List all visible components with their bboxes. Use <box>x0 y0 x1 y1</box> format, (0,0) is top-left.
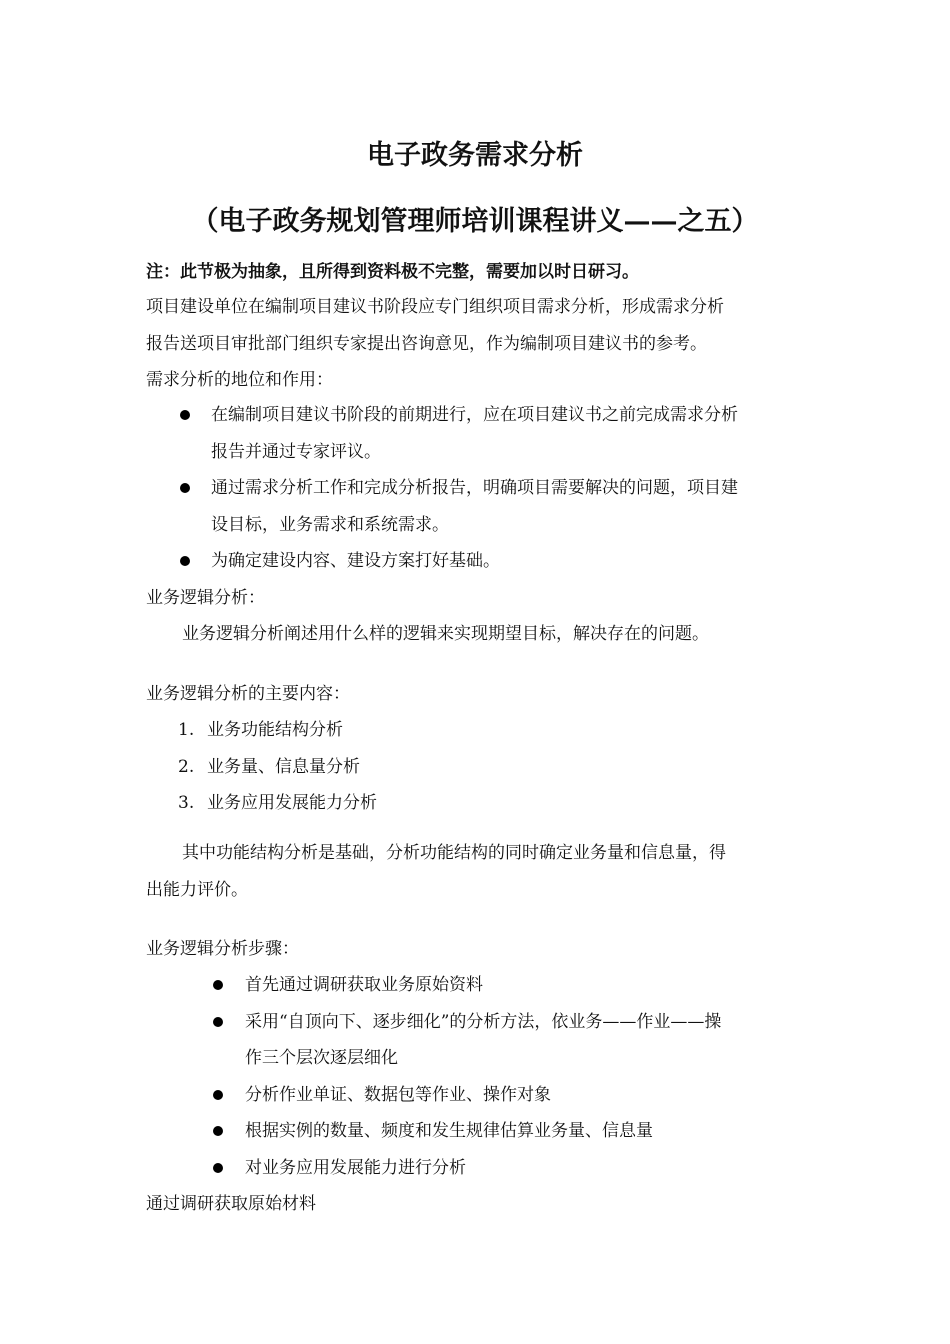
content-summary-line-2: 出能力评价。 <box>146 880 248 900</box>
role-item-3-line-1: 为确定建设内容、建设方案打好基础。 <box>211 551 500 571</box>
role-heading: 需求分析的地位和作用： <box>146 370 333 390</box>
step-item-2-line-1: 采用“自顶向下、逐步细化”的分析方法，依业务——作业——操 <box>245 1012 722 1032</box>
step-item-4-line-1: 根据实例的数量、频度和发生规律估算业务量、信息量 <box>245 1121 653 1141</box>
content-item-2-text: 业务量、信息量分析 <box>207 757 360 777</box>
content-heading: 业务逻辑分析的主要内容： <box>146 684 350 704</box>
bullet-icon <box>180 410 190 420</box>
step-item-3-line-1: 分析作业单证、数据包等作业、操作对象 <box>245 1085 551 1105</box>
step-item-5-line-1: 对业务应用发展能力进行分析 <box>245 1158 466 1178</box>
bullet-icon <box>213 1017 223 1027</box>
page-title: 电子政务需求分析 <box>367 140 583 171</box>
bullet-icon <box>213 1163 223 1173</box>
role-item-1-line-2: 报告并通过专家评议。 <box>211 442 381 462</box>
note-text: 注：此节极为抽象，且所得到资料极不完整，需要加以时日研习。 <box>146 262 639 282</box>
content-item-1-number: 1. <box>178 720 195 740</box>
step-item-2-line-2: 作三个层次逐层细化 <box>245 1048 398 1068</box>
intro-line-2: 报告送项目审批部门组织专家提出咨询意见，作为编制项目建议书的参考。 <box>146 334 707 354</box>
bullet-icon <box>180 556 190 566</box>
bullet-icon <box>213 980 223 990</box>
logic-description: 业务逻辑分析阐述用什么样的逻辑来实现期望目标，解决存在的问题。 <box>182 624 709 644</box>
content-item-2-number: 2. <box>178 757 195 777</box>
step-item-1-line-1: 首先通过调研获取业务原始资料 <box>245 975 483 995</box>
steps-heading: 业务逻辑分析步骤： <box>146 939 299 959</box>
content-summary-line-1: 其中功能结构分析是基础，分析功能结构的同时确定业务量和信息量，得 <box>182 843 726 863</box>
final-line: 通过调研获取原始材料 <box>146 1194 316 1214</box>
role-item-1-line-1: 在编制项目建议书阶段的前期进行，应在项目建议书之前完成需求分析 <box>211 405 738 425</box>
bullet-icon <box>180 483 190 493</box>
page-subtitle: （电子政务规划管理师培训课程讲义——之五） <box>191 206 759 237</box>
bullet-icon <box>213 1126 223 1136</box>
intro-line-1: 项目建设单位在编制项目建议书阶段应专门组织项目需求分析，形成需求分析 <box>146 297 724 317</box>
bullet-icon <box>213 1090 223 1100</box>
logic-heading: 业务逻辑分析： <box>146 588 265 608</box>
content-item-3-number: 3. <box>178 793 195 813</box>
role-item-2-line-1: 通过需求分析工作和完成分析报告，明确项目需要解决的问题，项目建 <box>211 478 738 498</box>
content-item-3-text: 业务应用发展能力分析 <box>207 793 377 813</box>
role-item-2-line-2: 设目标，业务需求和系统需求。 <box>211 515 449 535</box>
content-item-1-text: 业务功能结构分析 <box>207 720 343 740</box>
